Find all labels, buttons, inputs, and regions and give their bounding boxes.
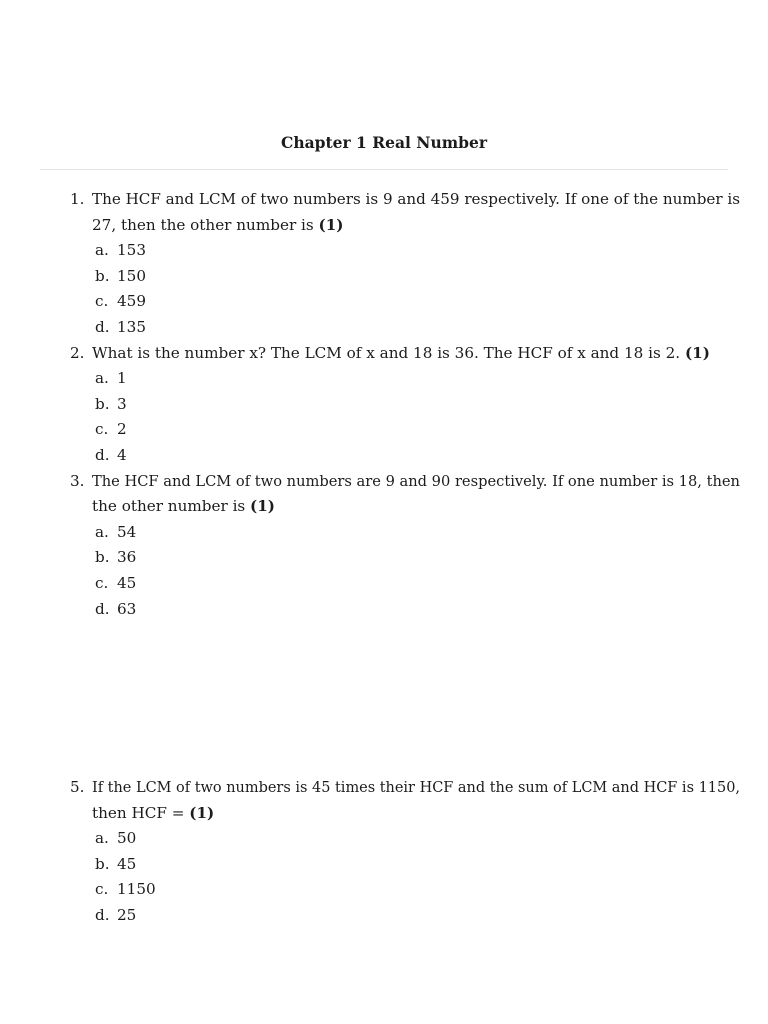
option-letter: a. xyxy=(95,241,109,260)
option-letter: d. xyxy=(95,445,110,464)
option-letter: c. xyxy=(95,880,109,899)
option-value: 153 xyxy=(117,241,146,260)
question-text-line2-wrap xyxy=(92,494,275,520)
option-value: 25 xyxy=(117,906,137,924)
option-letter: a. xyxy=(95,522,109,541)
option-value: 3 xyxy=(117,394,127,413)
option-letter: b. xyxy=(95,394,110,413)
option-value: 1 xyxy=(117,369,127,388)
option-value: 1150 xyxy=(117,880,156,899)
option-letter: b. xyxy=(95,548,110,567)
question-text-line2-wrap xyxy=(92,213,343,239)
question-text-line2: then HCF = xyxy=(92,803,185,822)
option-letter: d. xyxy=(95,906,110,924)
option-value: 50 xyxy=(117,829,137,848)
question-text-line1-wrap xyxy=(92,341,710,367)
option-letter: b. xyxy=(95,266,110,285)
option-value: 459 xyxy=(117,292,146,311)
question-text-line1: If the LCM of two numbers is 45 times their HCF and the sum of LCM and HCF is 1150, xyxy=(92,778,741,796)
option-value: 4 xyxy=(117,445,127,464)
option-value: 135 xyxy=(117,318,146,336)
option-value: 36 xyxy=(117,548,137,567)
option-letter: c. xyxy=(95,573,109,592)
option-value: 54 xyxy=(117,522,137,541)
question-text-line1: What is the number x? The LCM of x and 18 is 36. The HCF of x and 18 is 2. xyxy=(92,343,681,362)
question-text-line2: 27, then the other number is xyxy=(92,215,314,234)
question-number: 5. xyxy=(70,778,85,796)
option-letter: d. xyxy=(95,599,110,618)
option-value: 45 xyxy=(117,854,137,873)
question-text-line1: The HCF and LCM of two numbers are 9 and 90 respectively. If one number is 18, then xyxy=(92,471,740,490)
option-letter: b. xyxy=(95,854,110,873)
option-value: 63 xyxy=(117,599,137,618)
marks-label: (1) xyxy=(684,343,710,362)
option-value: 45 xyxy=(117,573,137,592)
title-divider xyxy=(40,169,728,170)
question-number: 1. xyxy=(70,190,85,208)
chapter-title: Chapter 1 Real Number xyxy=(280,133,488,152)
question-number: 2. xyxy=(70,343,85,362)
marks-label: (1) xyxy=(250,497,275,516)
option-letter: c. xyxy=(95,420,109,439)
question-text-line2-wrap xyxy=(92,801,214,827)
marks-label: (1) xyxy=(189,803,215,822)
marks-label: (1) xyxy=(318,215,344,234)
option-letter: a. xyxy=(95,829,109,848)
question-text-line2: the other number is xyxy=(92,497,246,516)
option-letter: a. xyxy=(95,369,109,388)
option-value: 150 xyxy=(117,266,146,285)
question-number: 3. xyxy=(70,471,85,490)
option-letter: d. xyxy=(95,318,110,336)
option-letter: c. xyxy=(95,292,109,311)
option-value: 2 xyxy=(117,420,127,439)
question-text-line1: The HCF and LCM of two numbers is 9 and 459 respectively. If one of the number is xyxy=(92,190,740,208)
